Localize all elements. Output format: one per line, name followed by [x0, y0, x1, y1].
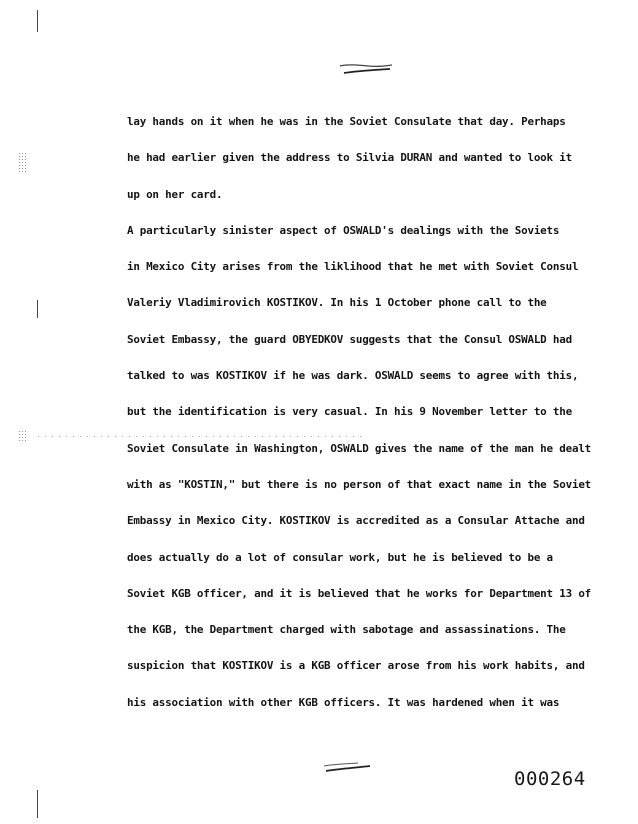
- body-line: Embassy in Mexico City. KOSTIKOV is accredited as a Consular Attache and: [127, 514, 585, 528]
- scan-edge-mark: [37, 300, 38, 318]
- scan-noise: [35, 434, 365, 439]
- body-line: Soviet Consulate in Washington, OSWALD gives the name of the man he dealt: [127, 441, 592, 455]
- body-line: with as "KOSTIN," but there is no person of that exact name in the Soviet: [127, 477, 592, 491]
- body-line: talked to was KOSTIKOV if he was dark. OSWALD seems to agree with this,: [127, 369, 579, 383]
- scan-edge-mark: [37, 790, 38, 818]
- body-line: A particularly sinister aspect of OSWALD's dealings with the Soviets: [127, 223, 560, 237]
- document-number: 000264: [514, 768, 586, 790]
- body-line: Soviet KGB officer, and it is believed that he works for Department 13 of: [127, 586, 592, 600]
- body-line: lay hands on it when he was in the Soviet Consulate that day. Perhaps: [127, 115, 566, 128]
- header-scribble: [338, 62, 394, 76]
- body-line: Soviet Embassy, the guard OBYEDKOV suggests that the Consul OSWALD had: [127, 332, 572, 346]
- document-body: [127, 112, 597, 729]
- body-line: Valeriy Vladimirovich KOSTIKOV. In his 1 October phone call to the: [127, 296, 547, 310]
- scan-speckle: [18, 152, 28, 174]
- body-line: his association with other KGB officers. It was hardened when it was: [127, 695, 560, 709]
- body-line: in Mexico City arises from the liklihood that he met with Soviet Consul: [127, 260, 579, 274]
- body-line: does actually do a lot of consular work, but he is believed to be a: [127, 550, 553, 564]
- body-line: suspicion that KOSTIKOV is a KGB officer arose from his work habits, and: [127, 659, 585, 673]
- footer-scribble: [322, 760, 372, 774]
- body-line: but the identification is very casual. In his 9 November letter to the: [127, 405, 572, 419]
- body-line: he had earlier given the address to Silvia DURAN and wanted to look it: [127, 151, 572, 165]
- scan-edge-mark: [37, 10, 38, 32]
- body-line: the KGB, the Department charged with sabotage and assassinations. The: [127, 623, 566, 637]
- body-line: up on her card.: [127, 187, 223, 201]
- scan-speckle: [18, 430, 28, 442]
